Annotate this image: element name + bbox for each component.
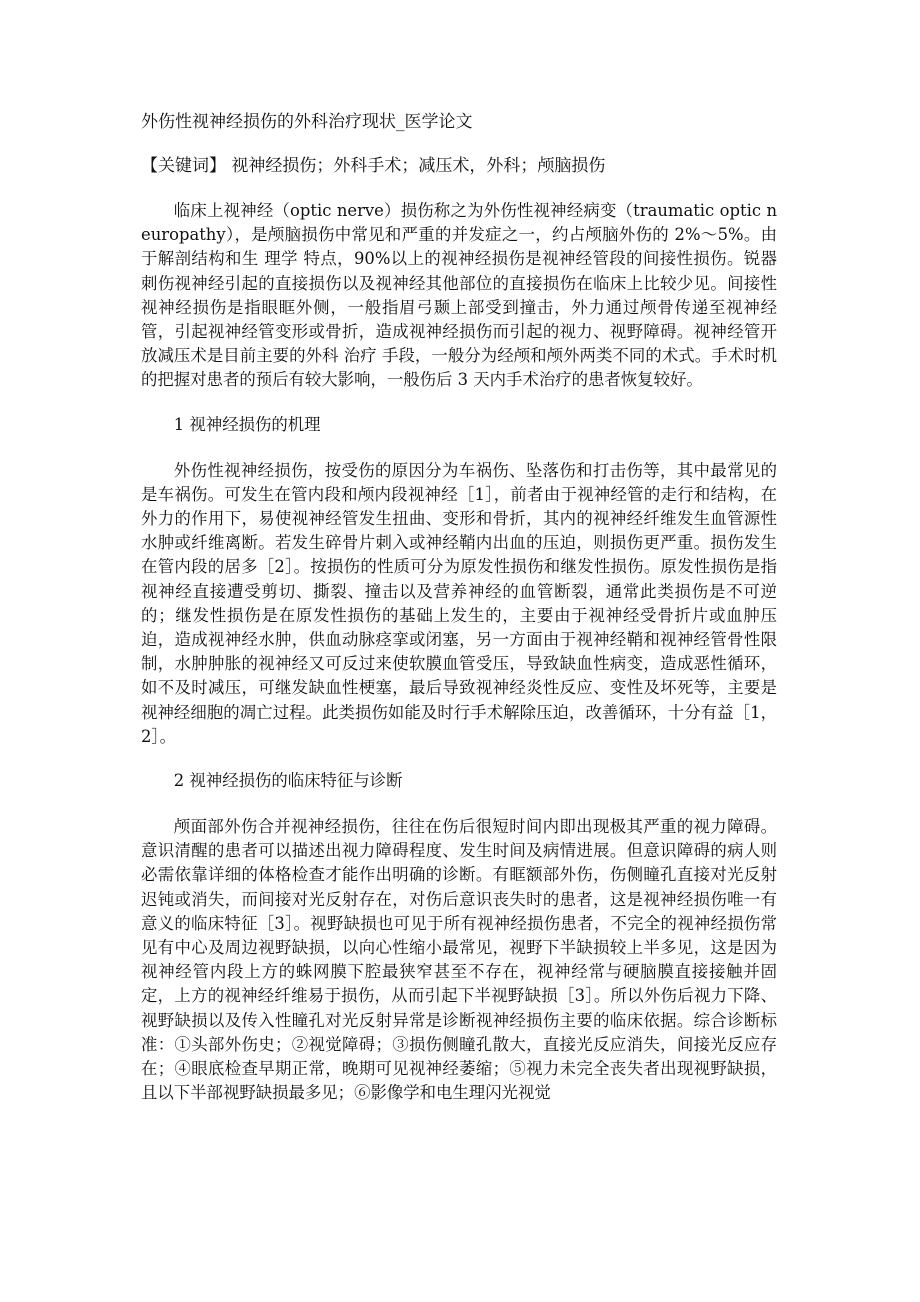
section-2-paragraph: 颅面部外伤合并视神经损伤，往往在伤后很短时间内即出现极其严重的视力障碍。意识清醒的患者可以描述出视力障碍程度、发生时间及病情进展。但意识障碍的病人则必需依靠详细的体格检查才能作出明确的诊断。有眶额部外伤，伤侧瞳孔直接对光反射迟钝或消失，而间接对光反射存在，对伤后意识丧失时的患者，这是视神经损伤唯一有意义的临床特征［3］。视野缺损也可见于所有视神经损伤患者，不完全的视神经损伤常见有中心及周边视野缺损，以向心性缩小最常见，视野下半缺损较上半多见，这是因为视神经管内段上方的蛛网膜下腔最狭窄甚至不存在，视神经常与硬脑膜直接接触并固定，上方的视神经纤维易于损伤，从而引起下半视野缺损［3］。所以外伤后视力下降、视野缺损以及传入性瞳孔对光反射异常是诊断视神经损伤主要的临床依据。综合诊断标准：①头部外伤史；②视觉障碍；③损伤侧瞳孔散大，直接光反应消失，间接光反应存在；④眼底检查早期正常，晚期可见视神经萎缩；⑤视力未完全丧失者出现视野缺损，且以下半部视野缺损最多见；⑥影像学和电生理闪光视觉 xyxy=(141,817,777,1103)
keywords-line: 【关键词】 视神经损伤；外科手术；减压术，外科；颅脑损伤 xyxy=(141,156,606,176)
section-2-heading: 2 视神经损伤的临床特征与诊断 xyxy=(173,771,403,791)
section-1-heading: 1 视神经损伤的机理 xyxy=(173,414,321,434)
section-1-paragraph: 外伤性视神经损伤，按受伤的原因分为车祸伤、坠落伤和打击伤等，其中最常见的是车祸伤。可发生在管内段和颅内段视神经［1］，前者由于视神经管的走行和结构，在外力的作用下，易使视神经管发生扭曲、变形和骨折，其内的视神经纤维发生血管源性水肿或纤维离断。若发生碎骨片刺入或神经鞘内出血的压迫，则损伤更严重。损伤发生在管内段的居多［2］。按损伤的性质可分为原发性损伤和继发性损伤。原发性损伤是指视神经直接遭受剪切、撕裂、撞击以及营养神经的血管断裂，通常此类损伤是不可逆的；继发性损伤是在原发性损伤的基础上发生的，主要由于视神经受骨折片或血肿压迫，造成视神经水肿，供血动脉痉挛或闭塞，另一方面由于视神经鞘和视神经管骨性限制，水肿肿胀的视神经又可反过来使软膜血管受压，导致缺血性病变，造成恶性循环，如不及时减压，可继发缺血性梗塞，最后导致视神经炎性反应、变性及坏死等，主要是视神经细胞的凋亡过程。此类损伤如能及时行手术解除压迫，改善循环，十分有益［1，2］。 xyxy=(141,460,777,746)
document-page xyxy=(141,110,777,1126)
document-title: 外伤性视神经损伤的外科治疗现状_医学论文 xyxy=(141,112,473,132)
intro-paragraph: 临床上视神经（optic nerve）损伤称之为外伤性视神经病变（traumatic optic neuropathy），是颅脑损伤中常见和严重的并发症之一，约占颅脑外伤的 2%～5%。由于解剖结构和生 理学 特点，90%以上的视神经损伤是视神经管段的间接性损伤。锐器刺伤视神经引起的直接损伤以及视神经其他部位的直接损伤在临床上比较少见。间接性视神经损伤是指眼眶外侧，一般指眉弓颞上部受到撞击，外力通过颅骨传递至视神经管，引起视神经管变形或骨折，造成视神经损伤而引起的视力、视野障碍。视神经管开放减压术是目前主要的外科 治疗 手段，一般分为经颅和颅外两类不同的术式。手术时机的把握对患者的预后有较大影响，一般伤后 3 天内手术治疗的患者恢复较好。 xyxy=(141,201,777,390)
